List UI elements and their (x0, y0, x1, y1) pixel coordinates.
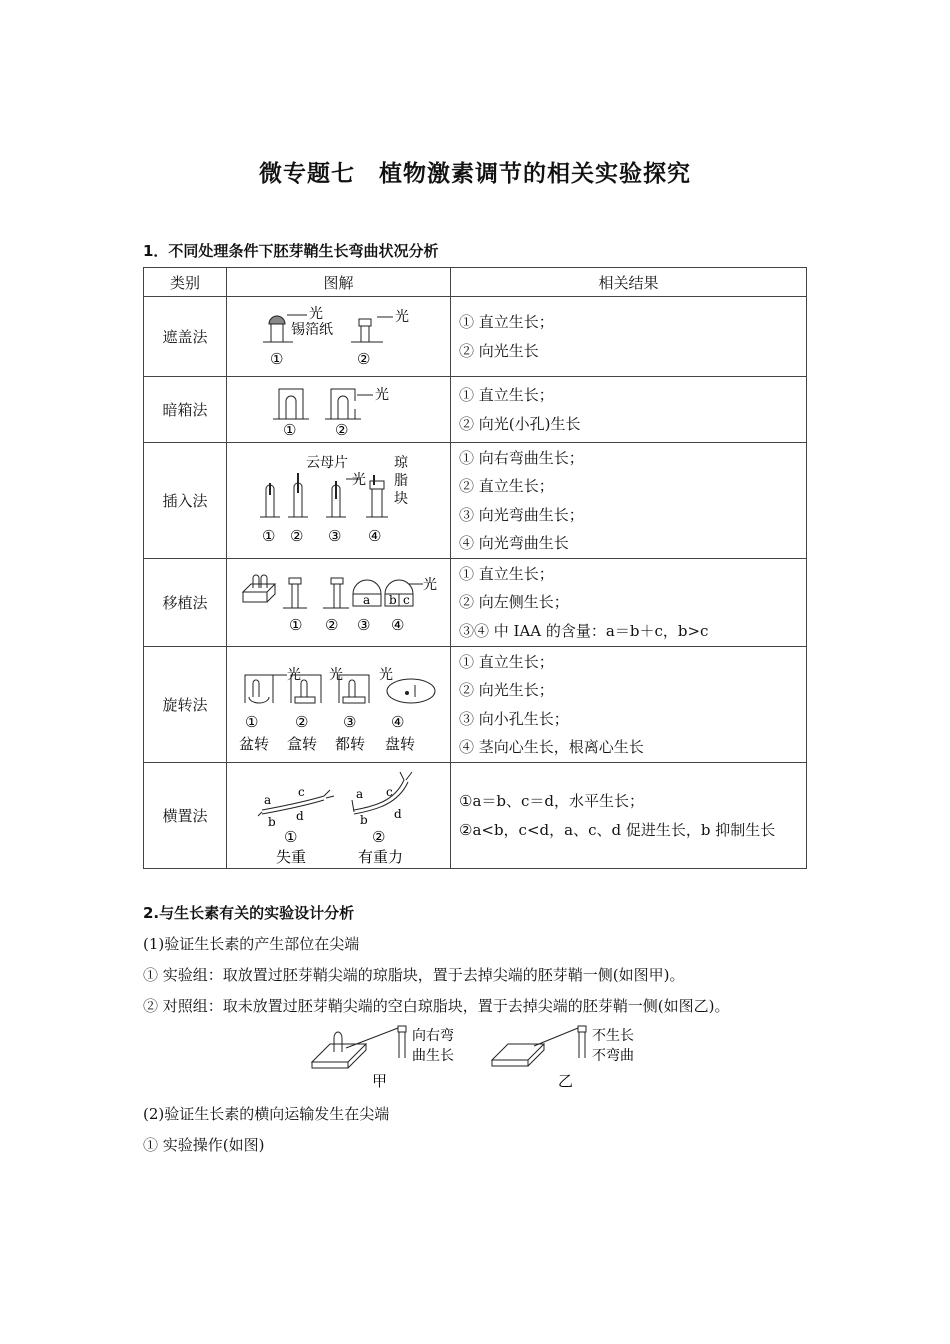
row-type: 遮盖法 (144, 297, 227, 377)
row-type: 移植法 (144, 559, 227, 647)
block-label: c (402, 592, 410, 607)
row-results (451, 559, 807, 647)
row-results (451, 763, 807, 869)
row-type: 插入法 (144, 443, 227, 559)
experiment-figure (308, 1024, 648, 1090)
row-figure (227, 559, 451, 647)
num-label: ③ (356, 615, 370, 634)
table-row (144, 297, 807, 377)
num-label: ① (283, 827, 297, 846)
row-figure (227, 647, 451, 763)
header-result: 相关结果 (451, 268, 807, 297)
figure-label: 乙 (558, 1072, 574, 1090)
result-line: ④ 茎向心生长，根离心生长 (459, 738, 644, 756)
rotation-label: 盒转 (286, 734, 317, 753)
num-label: ③ (327, 526, 341, 545)
num-label: ② (324, 615, 338, 634)
row-type: 旋转法 (144, 647, 227, 763)
light-label: 光 (378, 666, 393, 683)
side-label: b (359, 812, 368, 827)
result-line: ①a＝b、c＝d，水平生长； (459, 792, 644, 810)
side-label: d (393, 806, 402, 821)
rotation-diagram (239, 653, 439, 757)
rotation-label: 盘转 (384, 734, 415, 753)
num-label: ① (244, 712, 258, 731)
result-label: 向右弯 (412, 1028, 454, 1044)
result-label: 曲生长 (412, 1048, 454, 1064)
row-results (451, 443, 807, 559)
text-line: (2)验证生长素的横向运输发生在尖端 (143, 1105, 390, 1123)
result-line: ② 直立生长； (459, 477, 554, 495)
dark-box-diagram (269, 381, 409, 439)
light-label: 光 (374, 386, 389, 403)
figure-label: 甲 (372, 1072, 388, 1090)
text-line: (1)验证生长素的产生部位在尖端 (143, 935, 360, 953)
num-label: ② (289, 526, 303, 545)
result-line: ②a<b，c<d，a、c、d 促进生长，b 抑制生长 (459, 820, 776, 839)
row-type: 暗箱法 (144, 377, 227, 443)
num-label: ② (356, 349, 370, 368)
side-label: b (267, 814, 276, 829)
num-label: ④ (390, 712, 404, 731)
result-line: ① 直立生长； (459, 313, 554, 331)
result-label: 不弯曲 (592, 1048, 634, 1064)
row-figure (227, 297, 451, 377)
row-results (451, 377, 807, 443)
result-line: ② 向光(小孔)生长 (459, 414, 581, 433)
table-header-row (144, 268, 807, 297)
transplant-diagram (239, 564, 439, 642)
light-label: 光 (422, 576, 437, 593)
result-line: ④ 向光弯曲生长 (459, 534, 569, 552)
num-label: ① (261, 526, 275, 545)
num-label: ② (294, 712, 308, 731)
num-label: ④ (390, 615, 404, 634)
row-type: 横置法 (144, 763, 227, 869)
text-line: ① 实验组：取放置过胚芽鞘尖端的琼脂块，置于去掉尖端的胚芽鞘一侧(如图甲)。 (143, 966, 685, 984)
result-line: ② 向左侧生长； (459, 593, 569, 612)
table-row (144, 377, 807, 443)
side-label: d (295, 808, 304, 823)
gravity-label: 有重力 (357, 847, 403, 866)
num-label: ③ (342, 712, 356, 731)
light-label: 光 (394, 308, 409, 325)
num-label: ① (288, 615, 302, 634)
cover-method-diagram (259, 302, 419, 372)
header-type: 类别 (144, 268, 227, 297)
text-line: ② 对照组：取未放置过胚芽鞘尖端的空白琼脂块，置于去掉尖端的胚芽鞘一侧(如图乙)。 (143, 997, 730, 1015)
insertion-diagram (254, 451, 424, 551)
agar-label: 琼 (393, 454, 408, 471)
light-label: 光 (286, 666, 301, 683)
agar-label: 脂 (393, 472, 408, 489)
text-line: ① 实验操作(如图) (143, 1136, 265, 1154)
section1-heading: 1．不同处理条件下胚芽鞘生长弯曲状况分析 (143, 242, 439, 260)
result-line: ③ 向光弯曲生长； (459, 505, 584, 524)
result-line: ③④ 中 IAA 的含量：a＝b＋c，b>c (459, 621, 709, 640)
block-label: a (362, 592, 370, 607)
result-line: ② 向光生长； (459, 681, 554, 699)
gravity-label: 失重 (275, 847, 306, 866)
result-label: 不生长 (592, 1028, 634, 1044)
row-figure (227, 377, 451, 443)
result-line: ③ 向小孔生长； (459, 709, 569, 728)
side-label: a (263, 792, 271, 807)
table-row (144, 559, 807, 647)
result-line: ② 向光生长 (459, 341, 539, 360)
light-label: 光 (308, 305, 323, 322)
page-title: 微专题七 植物激素调节的相关实验探究 (259, 161, 691, 187)
result-line: ① 向右弯曲生长； (459, 448, 584, 467)
agar-label: 块 (393, 490, 408, 507)
foil-label: 锡箔纸 (290, 321, 333, 338)
light-label: 光 (328, 666, 343, 683)
header-figure: 图解 (227, 268, 451, 297)
horizontal-diagram (254, 766, 424, 866)
mica-label: 云母片 (305, 454, 348, 471)
analysis-table (143, 267, 807, 869)
table-row (144, 763, 807, 869)
result-line: ① 直立生长； (459, 652, 554, 671)
light-label: 光 (351, 471, 366, 488)
row-results (451, 647, 807, 763)
result-line: ① 直立生长； (459, 564, 554, 583)
rotation-label: 盆转 (238, 734, 269, 753)
side-label: a (355, 786, 363, 801)
row-results (451, 297, 807, 377)
num-label: ② (334, 420, 348, 439)
table-row (144, 443, 807, 559)
side-label: c (385, 784, 393, 799)
row-figure (227, 443, 451, 559)
num-label: ① (269, 349, 283, 368)
table-row (144, 647, 807, 763)
block-label: b (388, 592, 397, 607)
num-label: ② (371, 827, 385, 846)
rotation-label: 都转 (334, 734, 365, 753)
side-label: c (297, 784, 305, 799)
row-figure (227, 763, 451, 869)
num-label: ④ (367, 526, 381, 545)
section2-heading: 2.与生长素有关的实验设计分析 (143, 904, 355, 922)
result-line: ① 直立生长； (459, 386, 554, 404)
num-label: ① (282, 420, 296, 439)
